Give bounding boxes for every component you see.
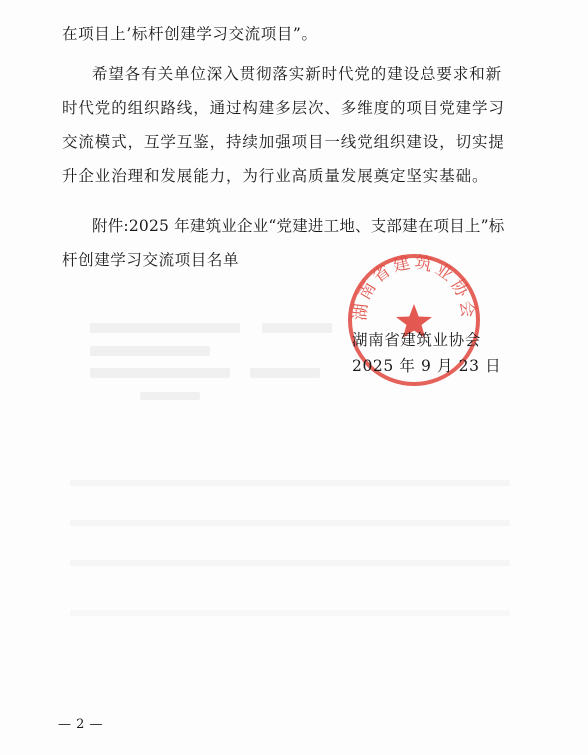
signature-date: 2025 年 9 月 23 日 [352, 357, 502, 375]
seal-text: 湖南省建筑业协会 [350, 252, 478, 322]
body-text-line: 交流模式，互学互鉴，持续加强项目一线党组织建设，切实提 [62, 133, 505, 151]
bleed-through-mark [70, 520, 510, 526]
signature-organization: 湖南省建筑业协会 [352, 331, 481, 349]
body-text-line: 升企业治理和发展能力，为行业高质量发展奠定坚实基础。 [62, 167, 489, 185]
bleed-through-mark [140, 392, 200, 400]
bleed-through-mark [90, 368, 230, 378]
attachment-line: 杆创建学习交流项目名单 [62, 251, 240, 269]
bleed-through-mark [70, 610, 510, 616]
bleed-through-mark [262, 323, 332, 333]
bleed-through-mark [90, 346, 210, 356]
attachment-line: 附件:2025 年建筑业企业“党建进工地、支部建在项目上”标 [92, 217, 505, 235]
bleed-through-mark [70, 560, 510, 566]
bleed-through-mark [250, 368, 320, 378]
bleed-through-mark [70, 480, 510, 486]
body-text-line: 在项目上’标杆创建学习交流项目”。 [62, 25, 318, 43]
body-text-line: 希望各有关单位深入贯彻落实新时代党的建设总要求和新 [92, 65, 503, 83]
bleed-through-mark [90, 323, 240, 333]
page-number: — 2 — [58, 717, 104, 732]
body-text-line: 时代党的组织路线，通过构建多层次、多维度的项目党建学习 [62, 99, 505, 117]
